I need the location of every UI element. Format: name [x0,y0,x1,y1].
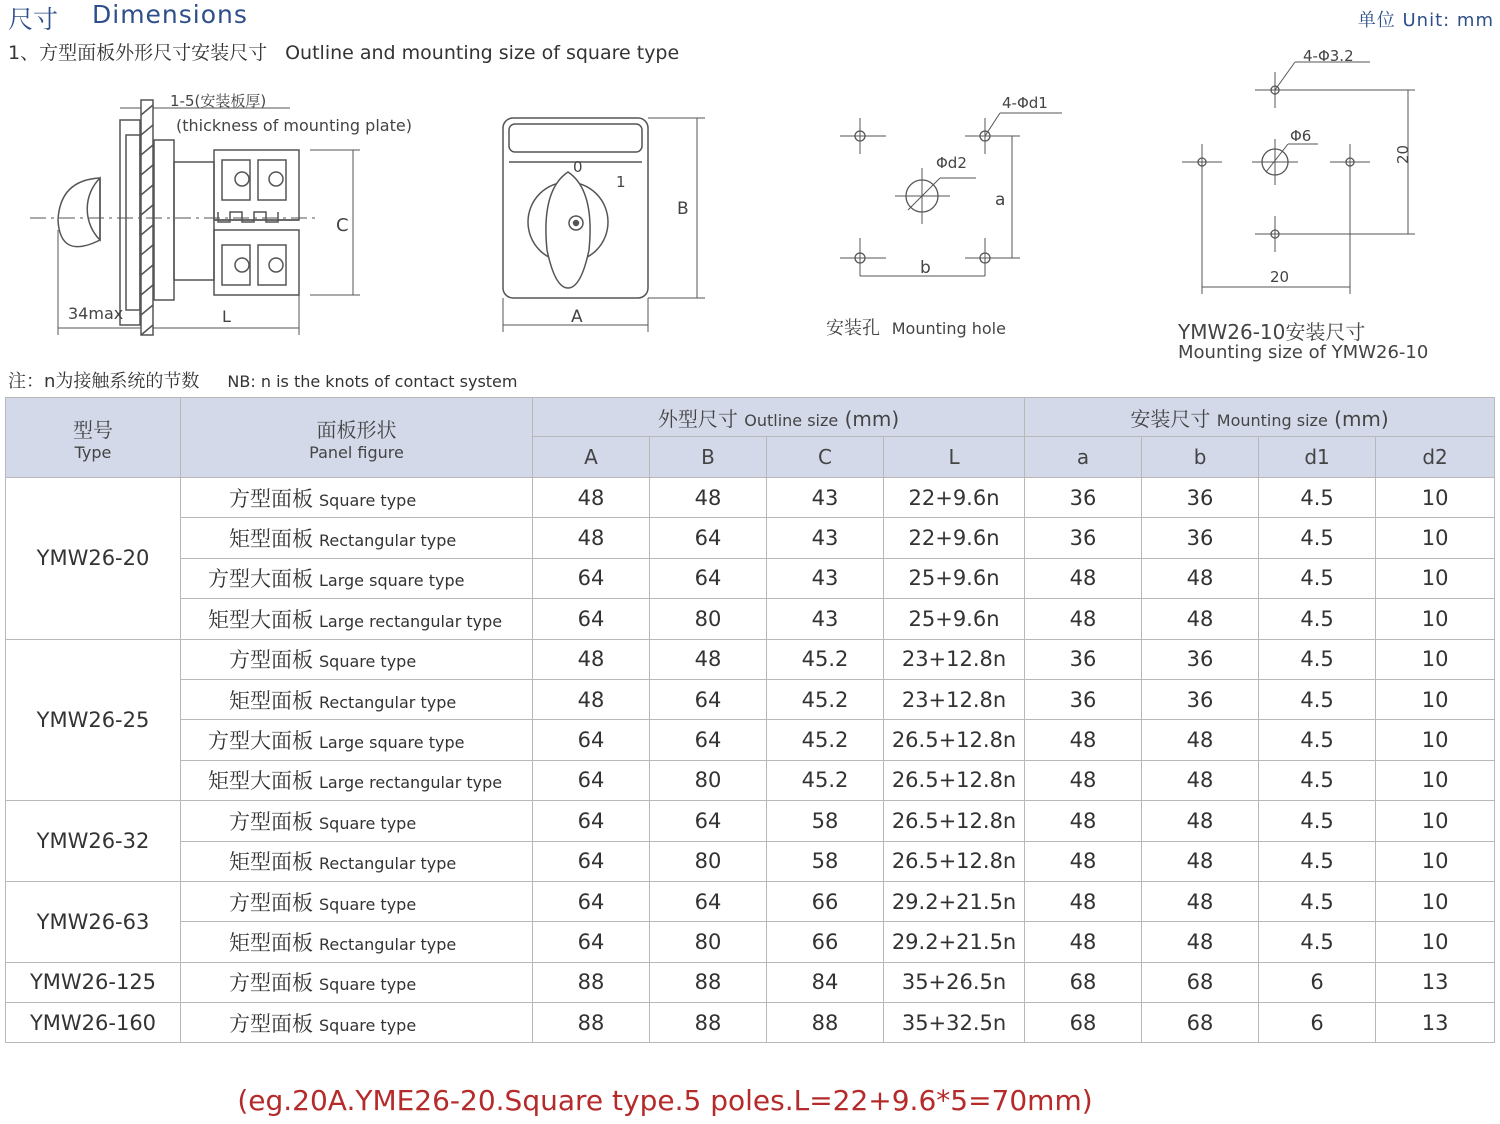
dimension-a-small-label: a [995,190,1006,210]
value-cell: 48 [1025,760,1142,800]
value-cell: 43 [767,558,884,598]
dimension-l-label: L [222,307,231,326]
value-cell: 48 [1025,881,1142,921]
dimension-34max-label: 34max [68,304,124,323]
value-cell: 6 [1259,962,1376,1002]
value-cell: 36 [1025,639,1142,679]
value-cell: 29.2+21.5n [884,922,1025,962]
front-view-drawing [495,110,715,340]
header-panel [181,398,533,478]
value-cell: 4.5 [1259,518,1376,558]
value-cell: 43 [767,599,884,639]
value-cell: 10 [1376,478,1495,518]
value-cell: 68 [1142,962,1259,1002]
value-cell: 45.2 [767,760,884,800]
value-cell: 29.2+21.5n [884,881,1025,921]
model-type-cell: YMW26-160 [6,1003,181,1043]
label-d2: Φd2 [936,154,967,172]
model-type-cell: YMW26-63 [6,881,181,962]
panel-figure-en: Large rectangular type [319,773,503,793]
header-mounting-size [1025,398,1495,437]
panel-figure-cell [181,922,533,962]
table-row [6,478,1495,518]
panel-figure-cn: 方型大面板 [208,567,313,592]
column-header: C [767,437,884,478]
value-cell: 10 [1376,679,1495,719]
header-type-en: Type [74,442,112,462]
table-row [6,760,1495,800]
value-cell: 48 [533,478,650,518]
panel-figure-cn: 方型大面板 [208,729,313,754]
panel-figure-cn: 矩型大面板 [208,769,313,794]
ymw26-10-caption-2: Mounting size of YMW26-10 [1178,342,1429,363]
header-outline-cn: 外型尺寸 [657,406,738,431]
value-cell: 10 [1376,760,1495,800]
mounting-hole-caption-en: Mounting hole [891,319,1006,338]
header-outline-unit: (mm) [844,406,900,431]
value-cell: 25+9.6n [884,558,1025,598]
value-cell: 48 [533,518,650,558]
panel-figure-en: Square type [319,1015,417,1035]
value-cell: 35+32.5n [884,1003,1025,1043]
panel-figure-cn: 矩型大面板 [208,607,313,632]
panel-figure-cell [181,760,533,800]
value-cell: 88 [767,1003,884,1043]
value-cell: 48 [1142,558,1259,598]
panel-figure-en: Rectangular type [319,692,457,712]
value-cell: 48 [1142,841,1259,881]
value-cell: 45.2 [767,679,884,719]
panel-figure-cn: 方型面板 [229,1011,313,1036]
model-type-cell: YMW26-20 [6,478,181,640]
dimension-20-horizontal: 20 [1270,268,1290,286]
panel-figure-cell [181,478,533,518]
value-cell: 10 [1376,518,1495,558]
value-cell: 4.5 [1259,760,1376,800]
value-cell: 4.5 [1259,599,1376,639]
column-header: L [884,437,1025,478]
value-cell: 84 [767,962,884,1002]
table-row [6,962,1495,1002]
value-cell: 88 [533,962,650,1002]
value-cell: 68 [1025,1003,1142,1043]
model-type-cell: YMW26-25 [6,639,181,801]
column-header: B [650,437,767,478]
panel-figure-en: Rectangular type [319,934,457,954]
header-type-cn: 型号 [73,417,113,442]
value-cell: 4.5 [1259,639,1376,679]
panel-figure-cell [181,518,533,558]
value-cell: 64 [533,801,650,841]
plate-thickness-label-en: (thickness of mounting plate) [176,116,412,135]
model-type-cell: YMW26-125 [6,962,181,1002]
value-cell: 58 [767,841,884,881]
value-cell: 10 [1376,720,1495,760]
value-cell: 36 [1142,679,1259,719]
label-d6: Φ6 [1290,127,1312,145]
panel-figure-cell [181,841,533,881]
panel-figure-en: Large rectangular type [319,611,503,631]
value-cell: 64 [533,558,650,598]
unit-label: 单位 Unit: mm [1357,10,1494,31]
value-cell: 48 [650,478,767,518]
panel-figure-cn: 矩型面板 [229,930,313,955]
value-cell: 10 [1376,881,1495,921]
value-cell: 4.5 [1259,478,1376,518]
section-title-en: Dimensions [92,0,248,29]
panel-figure-en: Rectangular type [319,531,457,551]
value-cell: 10 [1376,841,1495,881]
value-cell: 64 [650,679,767,719]
value-cell: 80 [650,760,767,800]
mounting-hole-drawing [820,88,1080,288]
value-cell: 80 [650,841,767,881]
value-cell: 64 [650,881,767,921]
value-cell: 36 [1025,478,1142,518]
value-cell: 4.5 [1259,841,1376,881]
header-outline-size [533,398,1025,437]
header-type [6,398,181,478]
value-cell: 26.5+12.8n [884,801,1025,841]
value-cell: 22+9.6n [884,518,1025,558]
table-row [6,1003,1495,1043]
column-header: a [1025,437,1142,478]
value-cell: 48 [1142,881,1259,921]
table-row [6,922,1495,962]
header-mount-en: Mounting size [1216,410,1328,430]
value-cell: 36 [1025,679,1142,719]
subtitle [8,38,679,65]
value-cell: 64 [650,518,767,558]
panel-figure-cell [181,720,533,760]
value-cell: 80 [650,599,767,639]
value-cell: 64 [533,841,650,881]
panel-figure-cn: 矩型面板 [229,527,313,552]
panel-figure-en: Rectangular type [319,854,457,874]
label-4-d1: 4-Φd1 [1002,94,1048,112]
value-cell: 4.5 [1259,881,1376,921]
dimension-c-label: C [336,215,349,236]
panel-figure-cn: 矩型面板 [229,850,313,875]
value-cell: 64 [650,801,767,841]
table-row [6,720,1495,760]
value-cell: 35+26.5n [884,962,1025,1002]
side-view-drawing [30,90,430,340]
column-header: d2 [1376,437,1495,478]
panel-figure-cn: 方型面板 [229,971,313,996]
value-cell: 48 [533,639,650,679]
header-panel-en: Panel figure [309,442,404,462]
table-row [6,639,1495,679]
subtitle-en: Outline and mounting size of square type [285,42,680,64]
dimension-b-small-label: b [920,258,931,278]
value-cell: 88 [533,1003,650,1043]
value-cell: 88 [650,962,767,1002]
header-mount-cn: 安装尺寸 [1130,406,1211,431]
value-cell: 13 [1376,962,1495,1002]
panel-figure-cn: 方型面板 [229,486,313,511]
table-row [6,841,1495,881]
dimension-a-label: A [571,307,583,327]
panel-figure-cell [181,679,533,719]
value-cell: 36 [1142,639,1259,679]
value-cell: 48 [1025,801,1142,841]
value-cell: 25+9.6n [884,599,1025,639]
value-cell: 43 [767,478,884,518]
panel-figure-cell [181,558,533,598]
panel-figure-cell [181,599,533,639]
subtitle-cn: 1、方型面板外形尺寸安装尺寸 [8,42,268,64]
value-cell: 13 [1376,1003,1495,1043]
table-row [6,679,1495,719]
value-cell: 4.5 [1259,922,1376,962]
value-cell: 10 [1376,922,1495,962]
value-cell: 6 [1259,1003,1376,1043]
panel-figure-en: Square type [319,490,417,510]
value-cell: 4.5 [1259,558,1376,598]
table-row [6,599,1495,639]
value-cell: 48 [1142,599,1259,639]
value-cell: 45.2 [767,639,884,679]
value-cell: 88 [650,1003,767,1043]
value-cell: 48 [533,679,650,719]
value-cell: 48 [1025,841,1142,881]
panel-figure-en: Large square type [319,571,465,591]
value-cell: 4.5 [1259,720,1376,760]
dimension-b-label: B [677,199,689,219]
header-mount-unit: (mm) [1334,406,1389,431]
ymw26-10-drawing [1170,44,1440,304]
panel-figure-en: Square type [319,975,417,995]
note-cn: 注：n为接触系统的节数 [8,371,200,392]
value-cell: 66 [767,922,884,962]
note-en: NB: n is the knots of contact system [227,372,518,391]
value-cell: 43 [767,518,884,558]
value-cell: 10 [1376,599,1495,639]
panel-figure-en: Square type [319,894,417,914]
panel-figure-en: Large square type [319,733,465,753]
value-cell: 23+12.8n [884,679,1025,719]
value-cell: 36 [1142,478,1259,518]
table-row [6,801,1495,841]
panel-figure-cell [181,1003,533,1043]
value-cell: 48 [1142,760,1259,800]
note [8,367,517,393]
column-header: b [1142,437,1259,478]
header-outline-en: Outline size [744,410,839,430]
value-cell: 64 [533,599,650,639]
value-cell: 4.5 [1259,801,1376,841]
value-cell: 26.5+12.8n [884,720,1025,760]
panel-figure-cell [181,639,533,679]
value-cell: 48 [1025,599,1142,639]
value-cell: 26.5+12.8n [884,841,1025,881]
value-cell: 23+12.8n [884,639,1025,679]
panel-figure-cn: 方型面板 [229,809,313,834]
value-cell: 64 [533,881,650,921]
table-row [6,558,1495,598]
value-cell: 64 [533,760,650,800]
mounting-hole-caption-cn: 安装孔 [826,318,880,339]
model-type-cell: YMW26-32 [6,801,181,882]
panel-figure-en: Square type [319,652,417,672]
value-cell: 48 [1142,922,1259,962]
value-cell: 45.2 [767,720,884,760]
label-4-d32: 4-Φ3.2 [1303,47,1354,65]
value-cell: 48 [1025,922,1142,962]
plate-thickness-label: 1-5(安装板厚) [170,92,267,110]
value-cell: 64 [533,922,650,962]
mounting-hole-caption [826,314,1006,340]
value-cell: 36 [1142,518,1259,558]
value-cell: 10 [1376,639,1495,679]
table-row [6,518,1495,558]
example-note: (eg.20A.YME26-20.Square type.5 poles.L=22+9.6*5=70mm) [237,1084,1093,1117]
value-cell: 10 [1376,558,1495,598]
value-cell: 64 [650,720,767,760]
header-panel-cn: 面板形状 [316,417,397,442]
value-cell: 48 [1025,720,1142,760]
panel-figure-cell [181,881,533,921]
position-1-label: 1 [616,173,626,191]
value-cell: 68 [1025,962,1142,1002]
panel-figure-en: Square type [319,813,417,833]
value-cell: 48 [650,639,767,679]
value-cell: 48 [1142,801,1259,841]
value-cell: 66 [767,881,884,921]
value-cell: 80 [650,922,767,962]
value-cell: 10 [1376,801,1495,841]
dimension-20-vertical: 20 [1394,144,1412,164]
value-cell: 22+9.6n [884,478,1025,518]
panel-figure-cell [181,801,533,841]
value-cell: 64 [533,720,650,760]
value-cell: 58 [767,801,884,841]
dimension-table [5,397,1495,1043]
position-0-label: 0 [573,158,583,176]
column-header: A [533,437,650,478]
value-cell: 26.5+12.8n [884,760,1025,800]
value-cell: 48 [1142,720,1259,760]
ymw26-10-caption-1: YMW26-10安装尺寸 [1178,320,1366,344]
panel-figure-cn: 矩型面板 [229,688,313,713]
panel-figure-cell [181,962,533,1002]
value-cell: 68 [1142,1003,1259,1043]
value-cell: 64 [650,558,767,598]
value-cell: 36 [1025,518,1142,558]
table-row [6,881,1495,921]
panel-figure-cn: 方型面板 [229,890,313,915]
panel-figure-cn: 方型面板 [229,648,313,673]
value-cell: 48 [1025,558,1142,598]
value-cell: 4.5 [1259,679,1376,719]
column-header: d1 [1259,437,1376,478]
section-title-cn: 尺寸 [8,5,59,34]
